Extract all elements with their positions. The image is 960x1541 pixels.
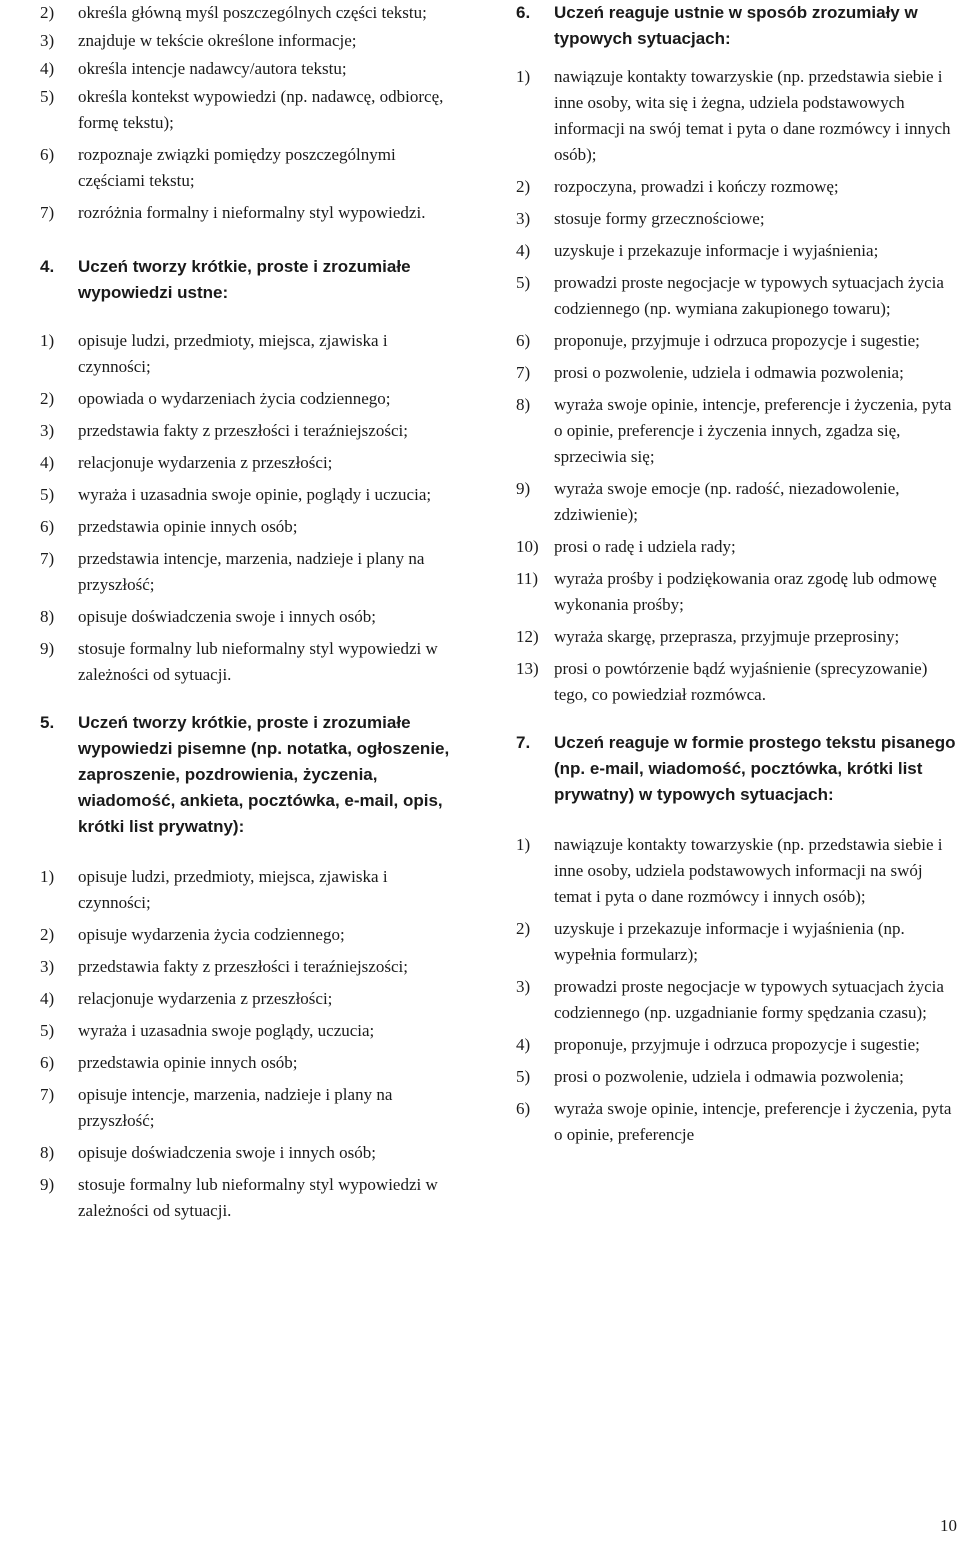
item-text: relacjonuje wydarzenia z przeszłości;	[78, 989, 333, 1008]
item-text: prosi o pozwolenie, udziela i odmawia pozwolenia;	[554, 363, 904, 382]
list-item	[40, 200, 460, 226]
list-item	[40, 386, 460, 412]
item-text: relacjonuje wydarzenia z przeszłości;	[78, 453, 333, 472]
list-item	[40, 1172, 460, 1224]
item-text: wyraża swoje emocje (np. radość, niezadowolenie, zdziwienie);	[554, 479, 900, 524]
item-text: opisuje wydarzenia życia codziennego;	[78, 925, 345, 944]
list-item	[40, 0, 460, 26]
item-number: 6)	[40, 517, 55, 536]
item-number: 12)	[516, 627, 539, 646]
item-number: 5)	[516, 273, 531, 292]
item-number: 5)	[40, 1021, 55, 1040]
list-item	[516, 832, 956, 910]
item-text: opisuje intencje, marzenia, nadzieje i plany na przyszłość;	[78, 1085, 393, 1130]
item-number: 5)	[40, 87, 55, 106]
list-item	[516, 64, 956, 168]
item-number: 3)	[516, 977, 531, 996]
list-item	[516, 360, 956, 386]
item-text: prowadzi proste negocjacje w typowych sytuacjach życia codziennego (np. wymiana zakupionego towaru);	[554, 273, 944, 318]
item-text: proponuje, przyjmuje i odrzuca propozycje i sugestie;	[554, 1035, 920, 1054]
item-number: 9)	[516, 479, 531, 498]
item-number: 1)	[40, 867, 55, 886]
item-number: 4)	[40, 989, 55, 1008]
list-item	[40, 482, 460, 508]
item-number: 7)	[40, 1085, 55, 1104]
item-number: 7)	[516, 363, 531, 382]
list-item	[40, 1018, 460, 1044]
list-item	[516, 1096, 956, 1148]
item-number: 4)	[516, 1035, 531, 1054]
list-item	[40, 328, 460, 380]
item-text: przedstawia opinie innych osób;	[78, 1053, 298, 1072]
item-text: rozpoczyna, prowadzi i kończy rozmowę;	[554, 177, 839, 196]
item-text: nawiązuje kontakty towarzyskie (np. przedstawia siebie i inne osoby, wita się i żegna, udziela podstawowych informacji na swój temat i pyta o dane rozmówcy i innych osób);	[554, 67, 951, 164]
item-number: 2)	[40, 389, 55, 408]
item-text: prosi o radę i udziela rady;	[554, 537, 736, 556]
item-text: opisuje ludzi, przedmioty, miejsca, zjawiska i czynności;	[78, 331, 388, 376]
item-number: 3)	[40, 421, 55, 440]
list-item	[40, 986, 460, 1012]
item-text: prosi o powtórzenie bądź wyjaśnienie (sprecyzowanie) tego, co powiedział rozmówca.	[554, 659, 928, 704]
item-number: 8)	[516, 395, 531, 414]
section-number: 7.	[516, 733, 531, 752]
item-number: 6)	[516, 331, 531, 350]
item-number: 3)	[40, 957, 55, 976]
item-number: 5)	[516, 1067, 531, 1086]
item-text: prowadzi proste negocjacje w typowych sytuacjach życia codziennego (np. uzgadnianie formy spędzania czasu);	[554, 977, 944, 1022]
item-text: stosuje formalny lub nieformalny styl wypowiedzi w zależności od sytuacji.	[78, 639, 438, 684]
list-item	[40, 864, 460, 916]
item-text: określa intencje nadawcy/autora tekstu;	[78, 59, 347, 78]
list-item	[516, 328, 956, 354]
list-item	[40, 636, 460, 688]
item-number: 5)	[40, 485, 55, 504]
section-title: Uczeń reaguje ustnie w sposób zrozumiały w typowych sytuacjach:	[554, 3, 918, 48]
item-number: 2)	[516, 177, 531, 196]
section-title: Uczeń tworzy krótkie, proste i zrozumiałe wypowiedzi ustne:	[78, 257, 411, 302]
list-item	[40, 954, 460, 980]
item-number: 2)	[516, 919, 531, 938]
item-number: 11)	[516, 569, 539, 588]
item-number: 13)	[516, 659, 539, 678]
list-item	[40, 28, 460, 54]
list-item	[40, 604, 460, 630]
section-title: Uczeń tworzy krótkie, proste i zrozumiałe wypowiedzi pisemne (np. notatka, ogłoszenie, zaproszenie, pozdrowienia, życzenia, wiadomość, ankieta, pocztówka, e-mail, opis, krótki list prywatny):	[78, 713, 450, 836]
item-text: proponuje, przyjmuje i odrzuca propozycje i sugestie;	[554, 331, 920, 350]
item-text: przedstawia fakty z przeszłości i teraźniejszości;	[78, 421, 408, 440]
item-number: 3)	[40, 31, 55, 50]
item-number: 4)	[40, 453, 55, 472]
item-text: przedstawia fakty z przeszłości i teraźniejszości;	[78, 957, 408, 976]
item-number: 7)	[40, 549, 55, 568]
item-number: 8)	[40, 607, 55, 626]
item-text: wyraża swoje opinie, intencje, preferencje i życzenia, pyta o opinie, preferencje i życzenia innych, zgadza się, sprzeciwia się;	[554, 395, 952, 466]
list-item	[516, 392, 956, 470]
list-item	[40, 1082, 460, 1134]
item-text: wyraża skargę, przeprasza, przyjmuje przeprosiny;	[554, 627, 900, 646]
list-item	[40, 1140, 460, 1166]
list-item	[516, 270, 956, 322]
list-item	[40, 546, 460, 598]
item-text: uzyskuje i przekazuje informacje i wyjaśnienia (np. wypełnia formularz);	[554, 919, 905, 964]
list-item	[516, 174, 956, 200]
item-text: nawiązuje kontakty towarzyskie (np. przedstawia siebie i inne osoby, udziela podstawowych informacji na swój temat i pyta o dane rozmówcy i innych osób);	[554, 835, 943, 906]
item-text: wyraża prośby i podziękowania oraz zgodę lub odmowę wykonania prośby;	[554, 569, 937, 614]
item-text: rozpoznaje związki pomiędzy poszczególnymi częściami tekstu;	[78, 145, 396, 190]
item-number: 9)	[40, 1175, 55, 1194]
item-number: 4)	[516, 241, 531, 260]
list-item	[516, 1064, 956, 1090]
item-number: 2)	[40, 3, 55, 22]
section-heading-5	[40, 710, 460, 840]
list-item	[516, 974, 956, 1026]
item-text: rozróżnia formalny i nieformalny styl wypowiedzi.	[78, 203, 426, 222]
list-item	[516, 206, 956, 232]
list-item	[40, 514, 460, 540]
item-number: 1)	[516, 67, 531, 86]
section-title: Uczeń reaguje w formie prostego tekstu pisanego (np. e-mail, wiadomość, pocztówka, krótki list prywatny) w typowych sytuacjach:	[554, 733, 956, 804]
list-item	[40, 142, 460, 194]
list-item	[516, 476, 956, 528]
section-heading-7	[516, 730, 956, 808]
item-text: stosuje formy grzecznościowe;	[554, 209, 765, 228]
section-heading-4	[40, 254, 460, 306]
list-item	[516, 916, 956, 968]
item-text: opisuje ludzi, przedmioty, miejsca, zjawiska i czynności;	[78, 867, 388, 912]
list-item	[40, 1050, 460, 1076]
item-number: 1)	[40, 331, 55, 350]
list-item	[40, 450, 460, 476]
section-number: 4.	[40, 257, 55, 276]
section-number: 6.	[516, 3, 531, 22]
item-text: znajduje w tekście określone informacje;	[78, 31, 357, 50]
item-text: przedstawia opinie innych osób;	[78, 517, 298, 536]
list-item	[40, 56, 460, 82]
right-column	[516, 0, 956, 1154]
page-number: 10	[940, 1516, 957, 1535]
section-heading-6	[516, 0, 956, 52]
item-text: opowiada o wydarzeniach życia codziennego;	[78, 389, 391, 408]
item-text: określa kontekst wypowiedzi (np. nadawcę, odbiorcę, formę tekstu);	[78, 87, 444, 132]
item-number: 1)	[516, 835, 531, 854]
item-text: wyraża swoje opinie, intencje, preferencje i życzenia, pyta o opinie, preferencje	[554, 1099, 952, 1144]
item-text: stosuje formalny lub nieformalny styl wypowiedzi w zależności od sytuacji.	[78, 1175, 438, 1220]
item-text: określa główną myśl poszczególnych części tekstu;	[78, 3, 427, 22]
left-column	[40, 0, 460, 1230]
list-item	[516, 624, 956, 650]
item-number: 2)	[40, 925, 55, 944]
item-number: 6)	[40, 145, 55, 164]
item-text: wyraża i uzasadnia swoje poglądy, uczucia;	[78, 1021, 375, 1040]
item-number: 9)	[40, 639, 55, 658]
item-text: opisuje doświadczenia swoje i innych osób;	[78, 1143, 376, 1162]
item-number: 8)	[40, 1143, 55, 1162]
item-number: 6)	[40, 1053, 55, 1072]
item-text: uzyskuje i przekazuje informacje i wyjaśnienia;	[554, 241, 879, 260]
item-number: 3)	[516, 209, 531, 228]
list-item	[40, 922, 460, 948]
list-item	[516, 534, 956, 560]
list-item	[40, 84, 460, 136]
item-number: 6)	[516, 1099, 531, 1118]
list-item	[40, 418, 460, 444]
item-number: 7)	[40, 203, 55, 222]
list-item	[516, 566, 956, 618]
item-text: opisuje doświadczenia swoje i innych osób;	[78, 607, 376, 626]
item-text: wyraża i uzasadnia swoje opinie, poglądy i uczucia;	[78, 485, 432, 504]
section-number: 5.	[40, 713, 55, 732]
item-text: prosi o pozwolenie, udziela i odmawia pozwolenia;	[554, 1067, 904, 1086]
item-number: 4)	[40, 59, 55, 78]
item-number: 10)	[516, 537, 539, 556]
item-text: przedstawia intencje, marzenia, nadzieje i plany na przyszłość;	[78, 549, 425, 594]
list-item	[516, 1032, 956, 1058]
list-item	[516, 238, 956, 264]
list-item	[516, 656, 956, 708]
